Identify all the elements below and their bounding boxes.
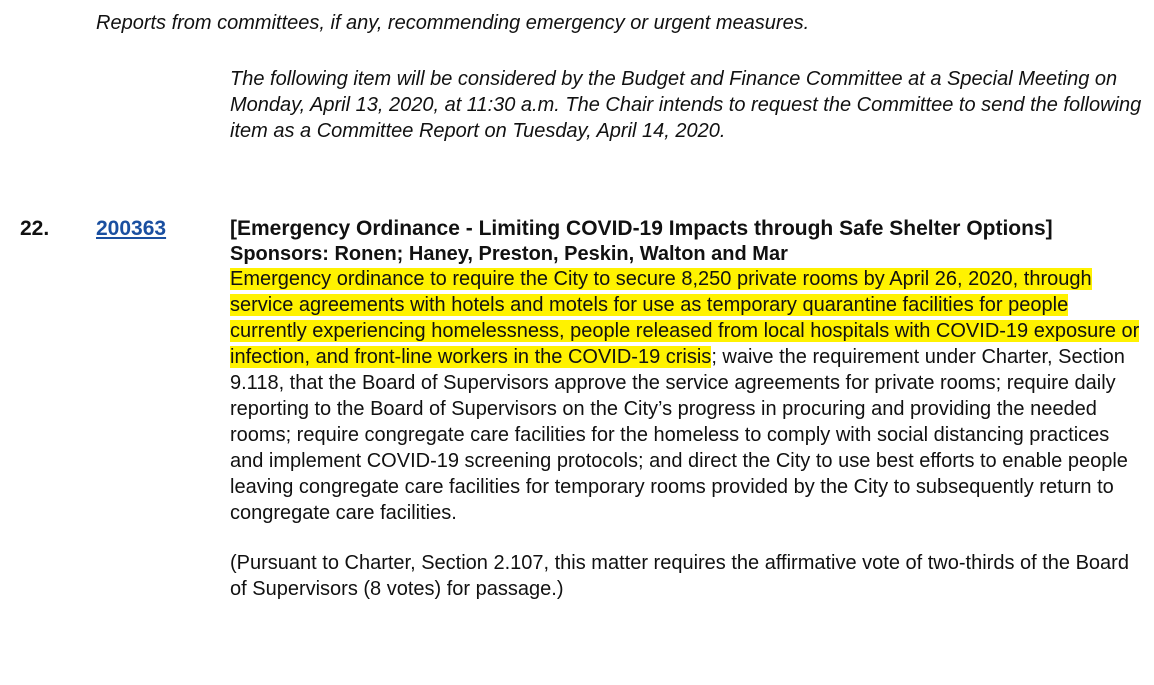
item-sponsors: Sponsors: Ronen; Haney, Preston, Peskin, Walton and Mar [230,243,788,265]
item-number: 22. [20,217,50,240]
vote-requirement-note: (Pursuant to Charter, Section 2.107, this matter requires the affirmative vote of two-thirds of the Board of Supervisors (8 votes) for passage.) [230,552,1129,600]
agenda-item [230,216,1145,602]
section-intro: Reports from committees, if any, recommending emergency or urgent measures. [96,12,810,34]
highlighted-text: Emergency ordinance to require the City to secure 8,250 private rooms by April 26, 2020, through service agreements with hotels and motels for use as temporary quarantine facilities for people currently experiencing homelessness, people released from local hospitals with COVID-19 exposure or infection, and front-line workers in the COVID-19 crisis [230,268,1140,368]
item-description [230,266,1145,526]
item-title: [Emergency Ordinance - Limiting COVID-19 Impacts through Safe Shelter Options] [230,217,1053,240]
committee-note: The following item will be considered by the Budget and Finance Committee at a Special Meeting on Monday, April 13, 2020, at 11:30 a.m. The Chair intends to request the Committee to send the following item as a Committee Report on Tuesday, April 14, 2020. [230,68,1142,142]
description-text: ; waive the requirement under Charter, Section 9.118, that the Board of Supervisors approve the service agreements for private rooms; require daily reporting to the Board of Supervisors on the City’s progress in procuring and providing the needed rooms; require congregate care facilities for the homeless to comply with social distancing practices and implement COVID-19 screening protocols; and direct the City to use best efforts to enable people leaving congregate care facilities for temporary rooms provided by the City to subsequently return to congregate care facilities. [230,346,1128,524]
file-number-link[interactable]: 200363 [96,217,167,240]
